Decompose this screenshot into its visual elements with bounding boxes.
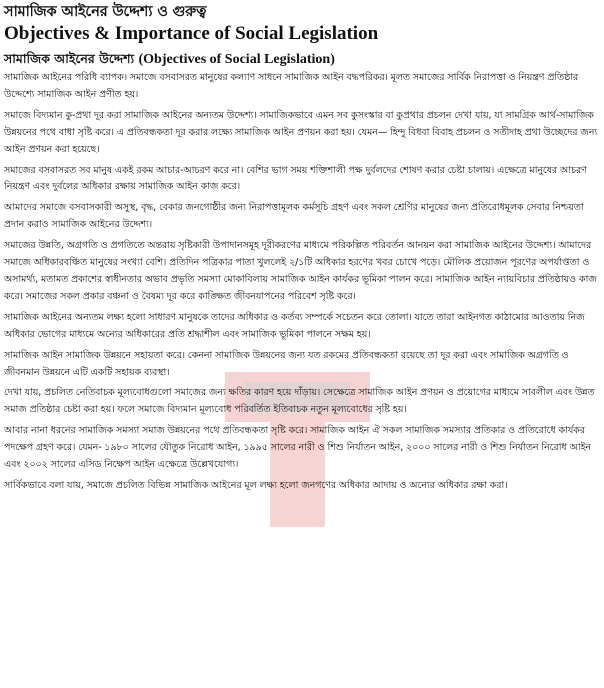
paragraph-10: সার্বিকভাবে বলা যায়, সমাজে প্রচলিত বিভিন্ন সামাজিক আইনের মূল লক্ষ্য হলো জনগণের অধিকার আদায় ও অন্যের অধিকার রক্ষা করা। — [4, 479, 508, 491]
paragraph-3: সমাজের বসবাসরত সব মানুষ একই রকম আচার-আচরণ করে না। বেশির ভাগ সময় শক্তিশালী পক্ষ দুর্বলদের শোষণ করার চেষ্টা চালায়। এক্ষেত্রে মানুষের আচরণ নিয়ন্ত্রণ এবং দুর্বলের অধিকার রক্ষায় সামাজিক আইন কাজ করে। — [4, 164, 587, 193]
document-page — [4, 2, 598, 499]
paragraph-2: সমাজে বিদ্যমান কু-প্রথা দূর করা সামাজিক আইনের অন্যতম উদ্দেশ্য। সামাজিকভাবে এমন সব কুসংস্কার বা কুপ্রথার প্রচলন দেখা যায়, যা সামগ্রিক আর্থ-সামাজিক উন্নয়নের পথে বাধা সৃষ্টি করে। এ প্রতিবন্ধকতা দূর করার লক্ষ্যে সামাজিক আইন প্রণয়ন করা হয়। যেমন— হিন্দু বিধবা বিবাহ প্রচলন ও সতীদাহ প্রথা উচ্ছেদের জন্য আইন প্রণয়ন করা হয়েছে। — [4, 109, 598, 155]
paragraph-7: সামাজিক আইন সামাজিক উন্নয়নে সহায়তা করে। কেননা সামাজিক উন্নয়নের জন্য যত রকমের প্রতিবন্ধকতা রয়েছে তা দূর করা এবং সামাজিক অগ্রগতি ও জীবনমান উন্নয়নে এটি একটি সহায়ক ব্যবস্থা। — [4, 349, 569, 378]
paragraph-1: সামাজিক আইনের পরিধি ব্যাপক। সমাজে বসবাসরত মানুষের কল্যাণ সাধনে সামাজিক আইন বদ্ধপরিকর। মূলত সমাজের সার্বিক নিরাপত্তা ও নিয়ন্ত্রণ প্রতিষ্ঠার উদ্দেশ্যে সামাজিক আইন প্রণীত হয়। — [4, 72, 579, 100]
title-english: Objectives & Importance of Social Legislation — [4, 23, 379, 44]
section-subtitle — [4, 49, 598, 69]
subtitle-bengali: সামাজিক আইনের উদ্দেশ্য — [4, 51, 135, 66]
paragraph-6: সামাজিক আইনের অন্যতম লক্ষ্য হলো সাধারণ মানুষকে তাদের অধিকার ও কর্তব্য সম্পর্কে সচেতন করে তোলা। যাতে তারা আইনগত কাঠামোর আওতায় নিজ অধিকার ভোগের মাধ্যমে অন্যের অধিকারের প্রতি শ্রদ্ধাশীল এবং সামাজিক ভূমিকা পালনে সক্ষম হয়। — [4, 311, 585, 340]
title-bengali: সামাজিক আইনের উদ্দেশ্য ও গুরুত্ব — [4, 4, 207, 20]
paragraph-5: সমাজের উন্নতি, অগ্রগতি ও প্রগতিতে অন্তরায় সৃষ্টিকারী উপাদানসমূহ দূরীকরণের মাধ্যমে পরিকল্পিত পরিবর্তন আনয়ন করা সামাজিক আইনের উদ্দেশ্য। আমাদের সমাজে অধিকারবঞ্চিত মানুষের সংখ্যা বেশি। প্রতিদিন পত্রিকার পাতা খুললেই ২/১টি অধিকার হরণের খবর চোখে পড়ে। মৌলিক প্রয়োজন পূরণের অপর্যাপ্ততা ও অসামর্থ্য, মতামত প্রকাশের স্বাধীনতার অভাব প্রভৃতি সমস্যা মোকাবিলায় সামাজিক আইন কার্যকর ভূমিকা পালন করে। সামাজিক আইন ন্যায়বিচার প্রতিষ্ঠায়ও কাজ করে। সমাজের সকল প্রকার বঞ্চনা ও বৈষম্য দূর করে কাঙ্ক্ষিত জীবনযাপনের পরিবেশ সৃষ্টি করে। — [4, 240, 597, 302]
paragraph-4: আমাদের সমাজে বসবাসকারী অসুস্থ, বৃদ্ধ, বেকার জনগোষ্ঠীর জন্য নিরাপত্তামূলক কর্মসূচি গ্রহণ এবং সকল শ্রেণির মানুষের জন্য প্রতিরোধমূলক সেবার নিশ্চয়তা প্রদান করাও সামাজিক আইনের উদ্দেশ্য। — [4, 202, 584, 231]
paragraph-8: দেখা যায়, প্রচলিত নেতিবাচক মূল্যবোধগুলো সমাজের জন্য ক্ষতির কারণ হয়ে দাঁড়ায়। সেক্ষেত্রে সামাজিক আইন প্রণয়ন ও প্রয়োগের মাধ্যমে সাবলীল এবং উন্নত সমাজ প্রতিষ্ঠার চেষ্টা করা হয়। ফলে সমাজে বিদ্যমান মূল্যবোধ পরিবর্তিত ইতিবাচক নতুন মূল্যবোধের সৃষ্টি হয়। — [4, 387, 595, 416]
paragraph-9: আবার নানা ধরনের সামাজিক সমস্যা সমাজ উন্নয়নের পথে প্রতিবন্ধকতা সৃষ্টি করে। সামাজিক আইন ঐ সকল সামাজিক সমস্যার প্রতিকার ও প্রতিরোধে কার্যকর পদক্ষেপ গ্রহণ করে। যেমন- ১৯৮০ সালের যৌতুক নিরোধ আইন, ১৯৯৫ সালের নারী ও শিশু নির্যাতন আইন, ২০০০ সালের নারী ও শিশু নির্যাতন নিরোধ আইন এবং ২০০২ সালের এসিড নিক্ষেপ আইন এক্ষেত্রে উল্লেখযোগ্য। — [4, 425, 592, 471]
subtitle-english: (Objectives of Social Legislation) — [138, 52, 335, 67]
